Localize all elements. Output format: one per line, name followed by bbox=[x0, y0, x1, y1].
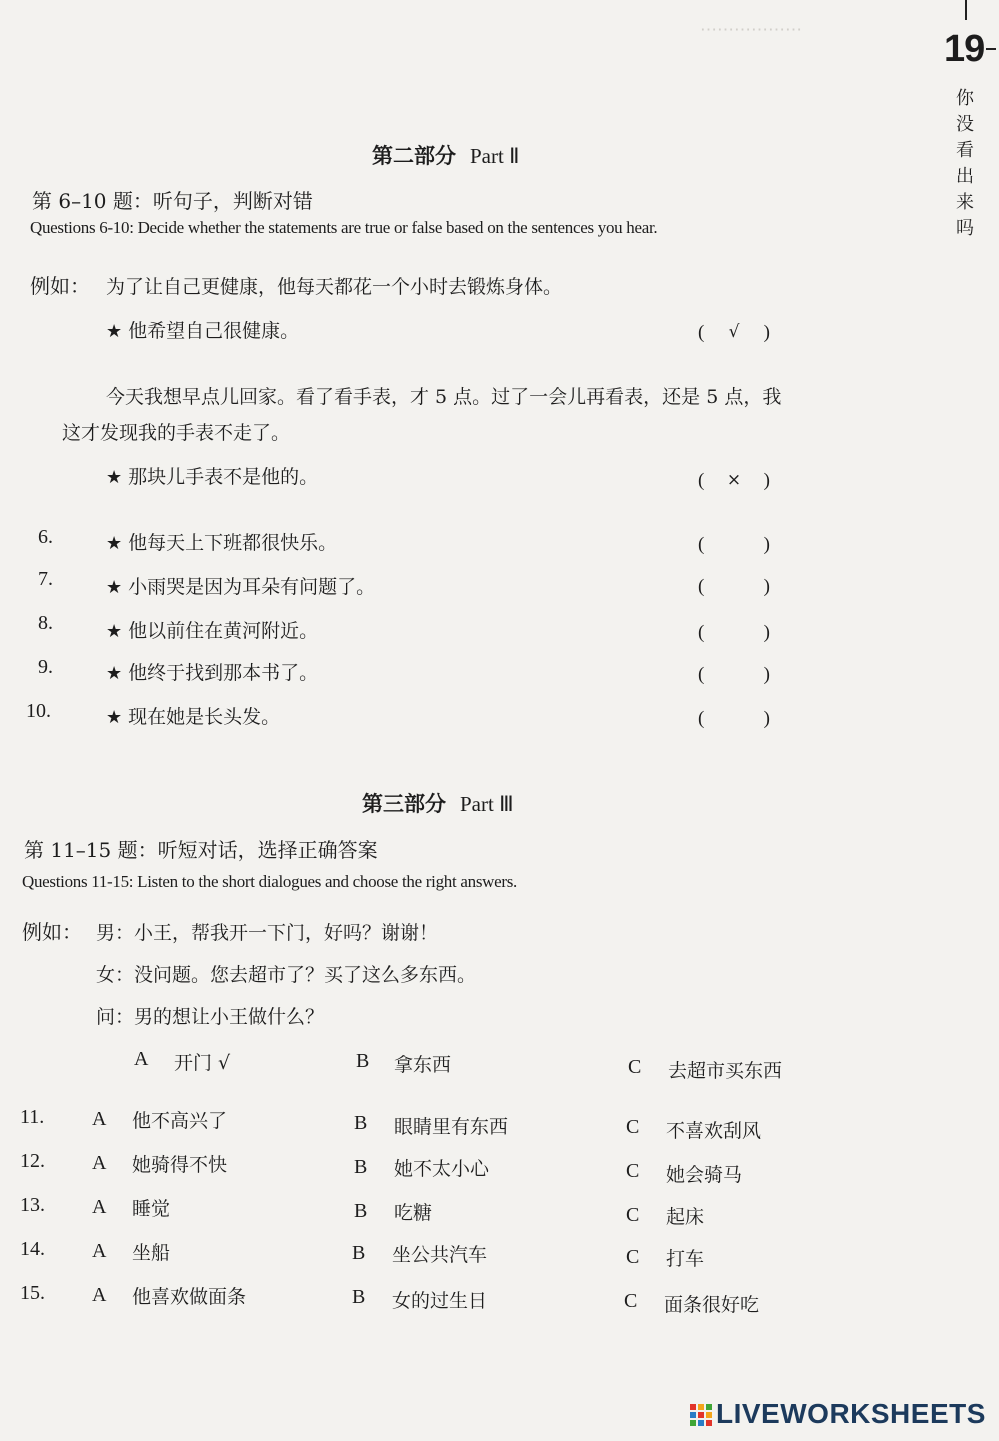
part3-title-cn: 第三部分 bbox=[362, 791, 446, 816]
option-a-letter[interactable]: A bbox=[92, 1240, 107, 1262]
part2-instruction: 第 6–10 题：听句子，判断对错 bbox=[32, 189, 313, 213]
part2-item-number: 9. bbox=[38, 656, 53, 678]
part2-example1-statement-row bbox=[106, 316, 299, 343]
option-b-letter[interactable]: B bbox=[354, 1156, 368, 1178]
page-number: 19 bbox=[944, 28, 985, 70]
option-b-text[interactable]: 吃糖 bbox=[394, 1202, 433, 1224]
option-a-text[interactable]: 她骑得不快 bbox=[132, 1154, 228, 1176]
option-c-letter[interactable]: C bbox=[626, 1116, 640, 1138]
part2-example1-answer: √ bbox=[728, 322, 740, 342]
option-a-letter[interactable]: A bbox=[92, 1196, 107, 1218]
side-tick bbox=[986, 48, 996, 50]
star-icon: ★ bbox=[106, 707, 123, 728]
ex-option-text-b: 拿东西 bbox=[394, 1054, 452, 1076]
part3-example-woman: 女：没问题。您去超市了？买了这么多东西。 bbox=[96, 964, 477, 986]
answer-box-10[interactable]: ( ) bbox=[698, 708, 770, 729]
part2-example2-answer: × bbox=[726, 470, 742, 490]
part3-example-question: 问：男的想让小王做什么？ bbox=[96, 1006, 325, 1028]
part2-item-number: 10. bbox=[26, 700, 51, 722]
part2-item-text: 小雨哭是因为耳朵有问题了。 bbox=[128, 576, 376, 598]
part3-example-man: 男：小王，帮我开一下门，好吗？谢谢！ bbox=[96, 922, 439, 944]
part2-example2-statement-row bbox=[106, 462, 318, 489]
ex-option-text-a: 开门 √ bbox=[174, 1052, 231, 1074]
option-a-text[interactable]: 坐船 bbox=[132, 1242, 171, 1264]
part2-example2-statement: 那块儿手表不是他的。 bbox=[128, 466, 319, 488]
option-a-text[interactable]: 他不高兴了 bbox=[132, 1110, 228, 1132]
ex-option-letter-a: A bbox=[134, 1048, 149, 1070]
option-c-letter[interactable]: C bbox=[626, 1160, 640, 1182]
part2-item-text: 他每天上下班都很快乐。 bbox=[128, 532, 338, 554]
star-icon: ★ bbox=[106, 621, 123, 642]
part2-item-statement bbox=[106, 572, 375, 599]
part2-title bbox=[372, 140, 519, 170]
option-b-letter[interactable]: B bbox=[354, 1200, 368, 1222]
part2-item-text: 他终于找到那本书了。 bbox=[128, 662, 319, 684]
star-icon: ★ bbox=[106, 321, 123, 342]
side-rule-top bbox=[965, 0, 967, 20]
part2-item-statement bbox=[106, 528, 337, 555]
part2-item-statement bbox=[106, 702, 280, 729]
answer-box-7[interactable]: ( ) bbox=[698, 576, 770, 597]
part3-title-en: Part Ⅲ bbox=[460, 792, 514, 816]
part3-item-number: 11. bbox=[20, 1106, 45, 1128]
option-c-letter[interactable]: C bbox=[626, 1246, 640, 1268]
option-a-letter[interactable]: A bbox=[92, 1284, 107, 1306]
option-a-text[interactable]: 睡觉 bbox=[132, 1198, 171, 1220]
option-c-text[interactable]: 起床 bbox=[666, 1206, 705, 1228]
option-b-text[interactable]: 她不太小心 bbox=[394, 1158, 490, 1180]
ex-option-letter-c: C bbox=[628, 1056, 642, 1078]
option-c-text[interactable]: 面条很好吃 bbox=[664, 1294, 760, 1316]
part2-example1-answer-box: ( √ ) bbox=[698, 322, 770, 343]
option-b-letter[interactable]: B bbox=[352, 1286, 366, 1308]
option-b-letter[interactable]: B bbox=[352, 1242, 366, 1264]
chapter-title-vertical: 你没看出来吗 bbox=[956, 88, 974, 239]
part2-instruction-en: Questions 6-10: Decide whether the statements are true or false based on the sentences you hear. bbox=[30, 218, 658, 237]
option-c-letter[interactable]: C bbox=[624, 1290, 638, 1312]
logo-text: LIVEWORKSHEETS bbox=[716, 1398, 986, 1429]
option-c-text[interactable]: 她会骑马 bbox=[666, 1164, 743, 1186]
part2-title-cn: 第二部分 bbox=[372, 143, 456, 168]
answer-box-6[interactable]: ( ) bbox=[698, 534, 770, 555]
part3-title bbox=[362, 788, 514, 818]
option-b-text[interactable]: 坐公共汽车 bbox=[392, 1244, 488, 1266]
ex-option-letter-b: B bbox=[356, 1050, 370, 1072]
part3-item-number: 13. bbox=[20, 1194, 45, 1216]
part2-item-number: 7. bbox=[38, 568, 53, 590]
part3-instruction-en: Questions 11-15: Listen to the short dialogues and choose the right answers. bbox=[22, 872, 517, 891]
option-c-text[interactable]: 不喜欢刮风 bbox=[666, 1120, 762, 1142]
part2-item-text: 他以前住在黄河附近。 bbox=[128, 620, 319, 642]
star-icon: ★ bbox=[106, 577, 123, 598]
option-b-text[interactable]: 眼睛里有东西 bbox=[394, 1116, 509, 1138]
option-c-text[interactable]: 打车 bbox=[666, 1248, 705, 1270]
part3-item-number: 14. bbox=[20, 1238, 45, 1260]
star-icon: ★ bbox=[106, 533, 123, 554]
part3-example-label: 例如： bbox=[22, 920, 82, 944]
part2-item-number: 8. bbox=[38, 612, 53, 634]
ex-option-text-c: 去超市买东西 bbox=[668, 1060, 783, 1082]
part2-item-statement bbox=[106, 616, 318, 643]
option-a-letter[interactable]: A bbox=[92, 1152, 107, 1174]
star-icon: ★ bbox=[106, 467, 123, 488]
part3-instruction: 第 11–15 题：听短对话，选择正确答案 bbox=[24, 838, 378, 862]
option-a-text[interactable]: 他喜欢做面条 bbox=[132, 1286, 247, 1308]
show-through-text: ⋯⋯⋯⋯⋯⋯ bbox=[700, 20, 802, 40]
part2-item-text: 现在她是长头发。 bbox=[128, 706, 281, 728]
option-b-letter[interactable]: B bbox=[354, 1112, 368, 1134]
option-c-letter[interactable]: C bbox=[626, 1204, 640, 1226]
part2-item-number: 6. bbox=[38, 526, 53, 548]
part2-example-label: 例如： bbox=[30, 274, 90, 298]
part3-item-number: 15. bbox=[20, 1282, 45, 1304]
option-b-text[interactable]: 女的过生日 bbox=[392, 1290, 488, 1312]
answer-box-8[interactable]: ( ) bbox=[698, 622, 770, 643]
star-icon: ★ bbox=[106, 663, 123, 684]
part2-example1-sentence: 为了让自己更健康，他每天都花一个小时去锻炼身体。 bbox=[106, 276, 563, 298]
logo-grid-icon bbox=[690, 1404, 712, 1426]
part2-title-en: Part Ⅱ bbox=[470, 144, 520, 168]
part2-example2-line1: 今天我想早点儿回家。看了看手表，才 5 点。过了一会儿再看表，还是 5 点，我 bbox=[106, 386, 782, 408]
part2-example2-line2: 这才发现我的手表不走了。 bbox=[62, 422, 291, 444]
part2-example2-answer-box: ( × ) bbox=[698, 470, 770, 491]
part3-item-number: 12. bbox=[20, 1150, 45, 1172]
option-a-letter[interactable]: A bbox=[92, 1108, 107, 1130]
part2-item-statement bbox=[106, 658, 318, 685]
answer-box-9[interactable]: ( ) bbox=[698, 664, 770, 685]
part2-example1-statement: 他希望自己很健康。 bbox=[128, 320, 300, 342]
